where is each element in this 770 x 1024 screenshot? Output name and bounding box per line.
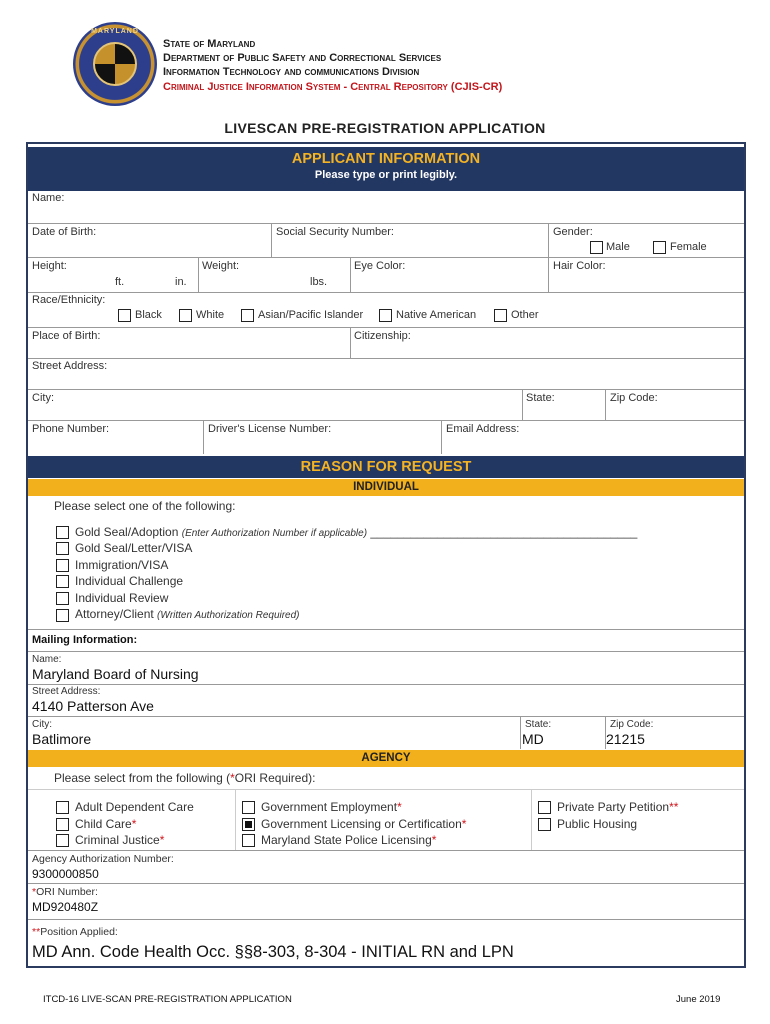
- race-native-american-label: Native American: [396, 309, 477, 321]
- mailing-zip-value[interactable]: 21215: [606, 731, 645, 747]
- mailing-state-label: State:: [525, 719, 552, 730]
- divider: [198, 258, 199, 292]
- child-care-checkbox[interactable]: [56, 818, 69, 831]
- header-line-repository: Criminal Justice Information System - Central Repository (CJIS-CR): [163, 81, 503, 93]
- divider: [28, 919, 744, 920]
- prompt-text: Please select from the following (: [54, 771, 231, 785]
- seal-lettering: MARYLAND: [91, 28, 139, 35]
- government-licensing-label: [261, 817, 466, 831]
- race-asian-label: Asian/Pacific Islander: [258, 309, 364, 321]
- government-employment-checkbox[interactable]: [242, 801, 255, 814]
- mailing-name-value[interactable]: Maryland Board of Nursing: [32, 666, 199, 682]
- weight-label: Weight:: [202, 260, 240, 272]
- individual-select-prompt: Please select one of the following:: [54, 499, 236, 513]
- divider: [235, 790, 236, 850]
- required-star: **: [669, 800, 679, 814]
- option-note: (Written Authorization Required): [157, 610, 300, 621]
- gender-female-checkbox[interactable]: [653, 241, 666, 254]
- name-label: Name:: [32, 192, 65, 204]
- mailing-street-value[interactable]: 4140 Patterson Ave: [32, 698, 154, 714]
- divider: [605, 390, 606, 420]
- divider: [28, 389, 744, 390]
- race-other-label: Other: [511, 309, 539, 321]
- divider: [441, 421, 442, 454]
- divider: [203, 421, 204, 454]
- option-note: (Enter Authorization Number if applicable): [181, 528, 368, 539]
- divider: [28, 716, 744, 717]
- adult-dependent-care-label: [75, 800, 194, 814]
- agency-band: AGENCY: [28, 750, 744, 767]
- public-housing-label: Public Housing: [557, 817, 638, 831]
- option-label: Maryland State Police Licensing: [261, 833, 432, 847]
- application-form: [26, 142, 746, 968]
- required-star: *: [431, 833, 437, 847]
- gold-seal-letter-visa-label: Gold Seal/Letter/VISA: [75, 541, 193, 555]
- position-applied-value[interactable]: MD Ann. Code Health Occ. §§8-303, 8-304 - INITIAL RN and LPN: [32, 943, 514, 961]
- prompt-text: ORI Required):: [234, 771, 316, 785]
- immigration-visa-label: Immigration/VISA: [75, 558, 169, 572]
- criminal-justice-checkbox[interactable]: [56, 834, 69, 847]
- dob-label: Date of Birth:: [32, 226, 97, 238]
- divider: [350, 328, 351, 358]
- option-label: Private Party Petition: [557, 800, 670, 814]
- divider: [350, 258, 351, 292]
- individual-challenge-label: Individual Challenge: [75, 574, 184, 588]
- race-asian-checkbox[interactable]: [241, 309, 254, 322]
- race-white-label: White: [196, 309, 225, 321]
- private-party-petition-checkbox[interactable]: [538, 801, 551, 814]
- header-line-division: Information Technology and communications Division: [163, 66, 420, 78]
- phone-number-label: Phone Number:: [32, 423, 110, 435]
- ori-number-label: [32, 886, 98, 898]
- option-label: Government Employment: [261, 800, 398, 814]
- divider: [28, 651, 744, 652]
- immigration-visa-checkbox[interactable]: [56, 559, 69, 572]
- option-label: Child Care: [75, 817, 132, 831]
- mailing-city-value[interactable]: Batlimore: [32, 731, 92, 747]
- agency-authorization-value[interactable]: 9300000850: [32, 867, 99, 881]
- weight-lbs-unit: lbs.: [310, 276, 328, 288]
- private-party-petition-label: [557, 800, 678, 814]
- government-licensing-checkbox[interactable]: [242, 818, 255, 831]
- divider: [28, 883, 744, 884]
- mailing-state-value[interactable]: MD: [522, 731, 544, 747]
- agency-authorization-label: Agency Authorization Number:: [32, 853, 174, 865]
- divider: [28, 850, 744, 851]
- mailing-city-label: City:: [32, 719, 52, 730]
- required-star: *: [461, 817, 467, 831]
- divider: [531, 790, 532, 850]
- attorney-client-checkbox[interactable]: [56, 609, 69, 622]
- gender-male-label: Male: [606, 241, 630, 253]
- ssn-label: Social Security Number:: [276, 226, 394, 238]
- height-ft-unit: ft.: [115, 276, 125, 288]
- divider: [28, 327, 744, 328]
- drivers-license-label: Driver's License Number:: [208, 423, 332, 435]
- mailing-street-label: Street Address:: [32, 686, 101, 697]
- adult-dependent-care-checkbox[interactable]: [56, 801, 69, 814]
- divider: [28, 292, 744, 293]
- individual-review-label: Individual Review: [75, 591, 169, 605]
- government-employment-label: [261, 800, 402, 814]
- reason-for-request-band: REASON FOR REQUEST: [28, 456, 744, 478]
- zip-code-label: Zip Code:: [610, 392, 658, 404]
- msp-licensing-label: [261, 833, 436, 847]
- gold-seal-letter-visa-checkbox[interactable]: [56, 542, 69, 555]
- eye-color-label: Eye Color:: [354, 260, 406, 272]
- hair-color-label: Hair Color:: [553, 260, 606, 272]
- gender-female-label: Female: [670, 241, 707, 253]
- divider: [28, 420, 744, 421]
- document-title: LIVESCAN PRE-REGISTRATION APPLICATION: [224, 120, 546, 136]
- public-housing-checkbox[interactable]: [538, 818, 551, 831]
- applicant-information-band: [28, 147, 744, 191]
- required-star: *: [131, 817, 137, 831]
- footer-date: June 2019: [676, 994, 721, 1005]
- divider: [520, 717, 521, 749]
- email-address-label: Email Address:: [446, 423, 520, 435]
- option-label: Criminal Justice: [75, 833, 160, 847]
- footer-form-id: ITCD-16 LIVE-SCAN PRE-REGISTRATION APPLICATION: [43, 994, 292, 1005]
- divider: [28, 257, 744, 258]
- applicant-band-title: APPLICANT INFORMATION: [291, 151, 481, 167]
- child-care-label: [75, 817, 136, 831]
- gold-seal-adoption-checkbox[interactable]: [56, 526, 69, 539]
- field-label: Position Applied:: [40, 926, 118, 938]
- option-label: Gold Seal/Adoption: [75, 525, 179, 539]
- required-star: **: [32, 926, 41, 938]
- divider: [28, 789, 744, 790]
- street-address-label: Street Address:: [32, 360, 108, 372]
- required-star: *: [159, 833, 165, 847]
- gender-male-checkbox[interactable]: [590, 241, 603, 254]
- required-star: *: [230, 771, 235, 785]
- race-white-checkbox[interactable]: [179, 309, 192, 322]
- individual-challenge-checkbox[interactable]: [56, 575, 69, 588]
- height-label: Height:: [32, 260, 67, 272]
- citizenship-label: Citizenship:: [354, 330, 411, 342]
- header-line-department: Department of Public Safety and Correctional Services: [163, 52, 442, 64]
- race-native-american-checkbox[interactable]: [379, 309, 392, 322]
- height-in-unit: in.: [175, 276, 187, 288]
- required-star: *: [32, 886, 37, 898]
- position-applied-label: [32, 926, 118, 938]
- city-label: City:: [32, 392, 54, 404]
- gender-label: Gender:: [553, 226, 593, 238]
- criminal-justice-label: [75, 833, 164, 847]
- ori-number-value[interactable]: MD920480Z: [32, 900, 99, 914]
- msp-licensing-checkbox[interactable]: [242, 834, 255, 847]
- race-label: Race/Ethnicity:: [32, 294, 106, 306]
- seal-shield: [93, 42, 137, 86]
- divider: [522, 390, 523, 420]
- applicant-band-subtitle: Please type or print legibly.: [314, 169, 458, 181]
- field-label: ORI Number:: [36, 886, 98, 898]
- option-label: Government Licensing or Certification: [261, 817, 462, 831]
- option-label: Adult Dependent Care: [75, 800, 194, 814]
- place-of-birth-label: Place of Birth:: [32, 330, 101, 342]
- mailing-information-heading: Mailing Information:: [32, 634, 138, 646]
- divider: [548, 224, 549, 292]
- divider: [28, 358, 744, 359]
- required-star: *: [397, 800, 402, 814]
- agency-select-prompt: [54, 771, 315, 785]
- mailing-name-label: Name:: [32, 654, 62, 665]
- state-label: State:: [526, 392, 555, 404]
- divider: [271, 224, 272, 257]
- mailing-zip-label: Zip Code:: [610, 719, 654, 730]
- gold-seal-adoption-option: [75, 525, 637, 539]
- individual-review-checkbox[interactable]: [56, 592, 69, 605]
- divider: [28, 629, 744, 630]
- authorization-number-line[interactable]: ________________________________________: [370, 525, 638, 539]
- race-black-label: Black: [135, 309, 162, 321]
- divider: [28, 223, 744, 224]
- race-other-checkbox[interactable]: [494, 309, 507, 322]
- attorney-client-option: [75, 607, 300, 621]
- maryland-seal-icon: [73, 22, 157, 106]
- individual-band: INDIVIDUAL: [28, 479, 744, 496]
- header-line-state: State of Maryland: [163, 38, 256, 50]
- divider: [28, 684, 744, 685]
- race-black-checkbox[interactable]: [118, 309, 131, 322]
- option-label: Attorney/Client: [75, 607, 154, 621]
